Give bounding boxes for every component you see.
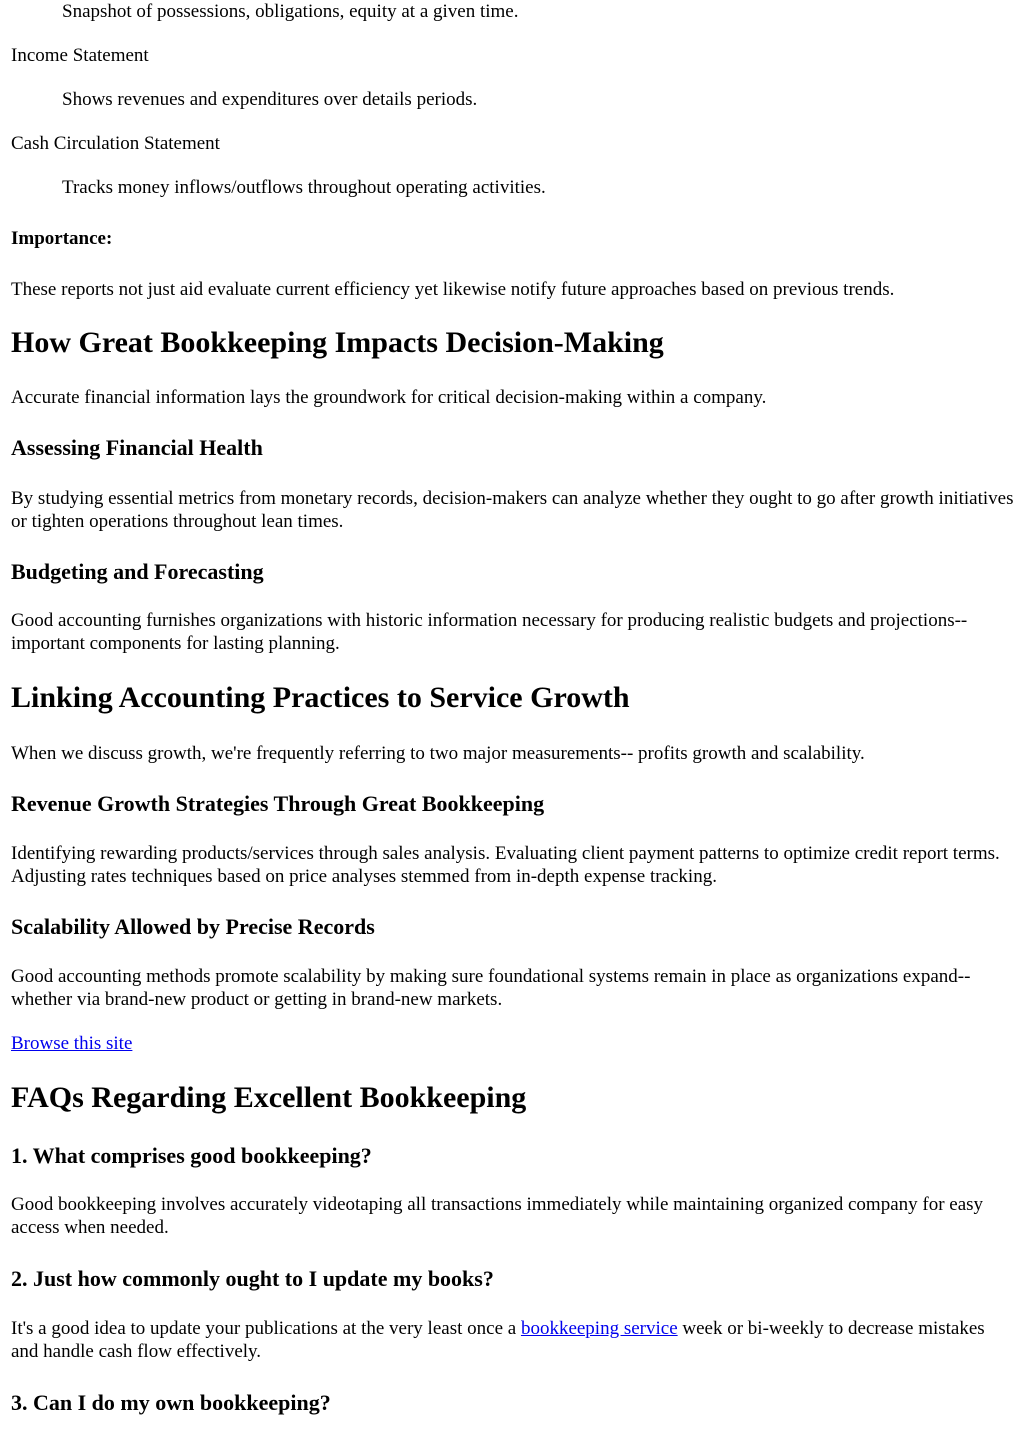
faq-answer-1: Good bookkeeping involves accurately videotaping all transactions immediately while maintaining organized company for easy access when needed. [11,1194,984,1238]
definition-term-income-statement: Income Statement [11,45,149,66]
subheading-financial-health: Assessing Financial Health [11,435,263,460]
paragraph-decision-intro: Accurate financial information lays the groundwork for critical decision-making within a company. [11,387,767,408]
importance-label: Importance: [11,228,113,249]
section-heading-decision: How Great Bookkeeping Impacts Decision-Making [11,326,664,359]
faq-answer-2 [11,1317,1011,1363]
browse-site-link[interactable]: Browse this site [11,1033,133,1054]
faq-question-2: 2. Just how commonly ought to I update my books? [11,1266,494,1291]
faq-question-1: 1. What comprises good bookkeeping? [11,1143,372,1168]
paragraph-scalability: Good accounting methods promote scalability by making sure foundational systems remain in place as organizations expand-- whether via brand-new product or getting in brand-new markets. [11,966,971,1010]
subheading-revenue-growth: Revenue Growth Strategies Through Great Bookkeeping [11,791,545,816]
importance-text: These reports not just aid evaluate current efficiency yet likewise notify future approaches based on previous trends. [11,279,895,300]
browse-link-container [11,1032,132,1055]
section-heading-faqs: FAQs Regarding Excellent Bookkeeping [11,1081,527,1114]
definition-term-cash-flow: Cash Circulation Statement [11,133,220,154]
faq-answer-2-text-before: It's a good idea to update your publications at the very least once a [11,1318,521,1339]
section-heading-growth: Linking Accounting Practices to Service Growth [11,681,630,714]
bookkeeping-service-link[interactable]: bookkeeping service [520,1318,678,1339]
subheading-scalability: Scalability Allowed by Precise Records [11,914,375,939]
paragraph-financial-health: By studying essential metrics from monetary records, decision-makers can analyze whether they ought to go after growth initiatives or tighten operations throughout lean times. [11,488,1014,532]
definition-desc-income-statement: Shows revenues and expenditures over details periods. [62,89,478,110]
definition-desc-cash-flow: Tracks money inflows/outflows throughout operating activities. [62,177,546,198]
faq-question-3: 3. Can I do my own bookkeeping? [11,1390,331,1415]
faq-answer-2-text-after: week or bi-weekly to decrease mistakes and handle cash flow effectively. [11,1318,985,1362]
definition-desc-balance-sheet: Snapshot of possessions, obligations, equity at a given time. [62,1,519,22]
paragraph-revenue-growth: Identifying rewarding products/services through sales analysis. Evaluating client payment patterns to optimize credit report terms. Adjusting rates techniques based on price analyses stemmed from in-depth expense tracking. [11,843,1000,887]
paragraph-growth-intro: When we discuss growth, we're frequently referring to two major measurements-- profits growth and scalability. [11,743,865,764]
paragraph-budgeting: Good accounting furnishes organizations with historic information necessary for producing realistic budgets and projections-- important components for lasting planning. [11,610,968,654]
subheading-budgeting: Budgeting and Forecasting [11,559,264,584]
